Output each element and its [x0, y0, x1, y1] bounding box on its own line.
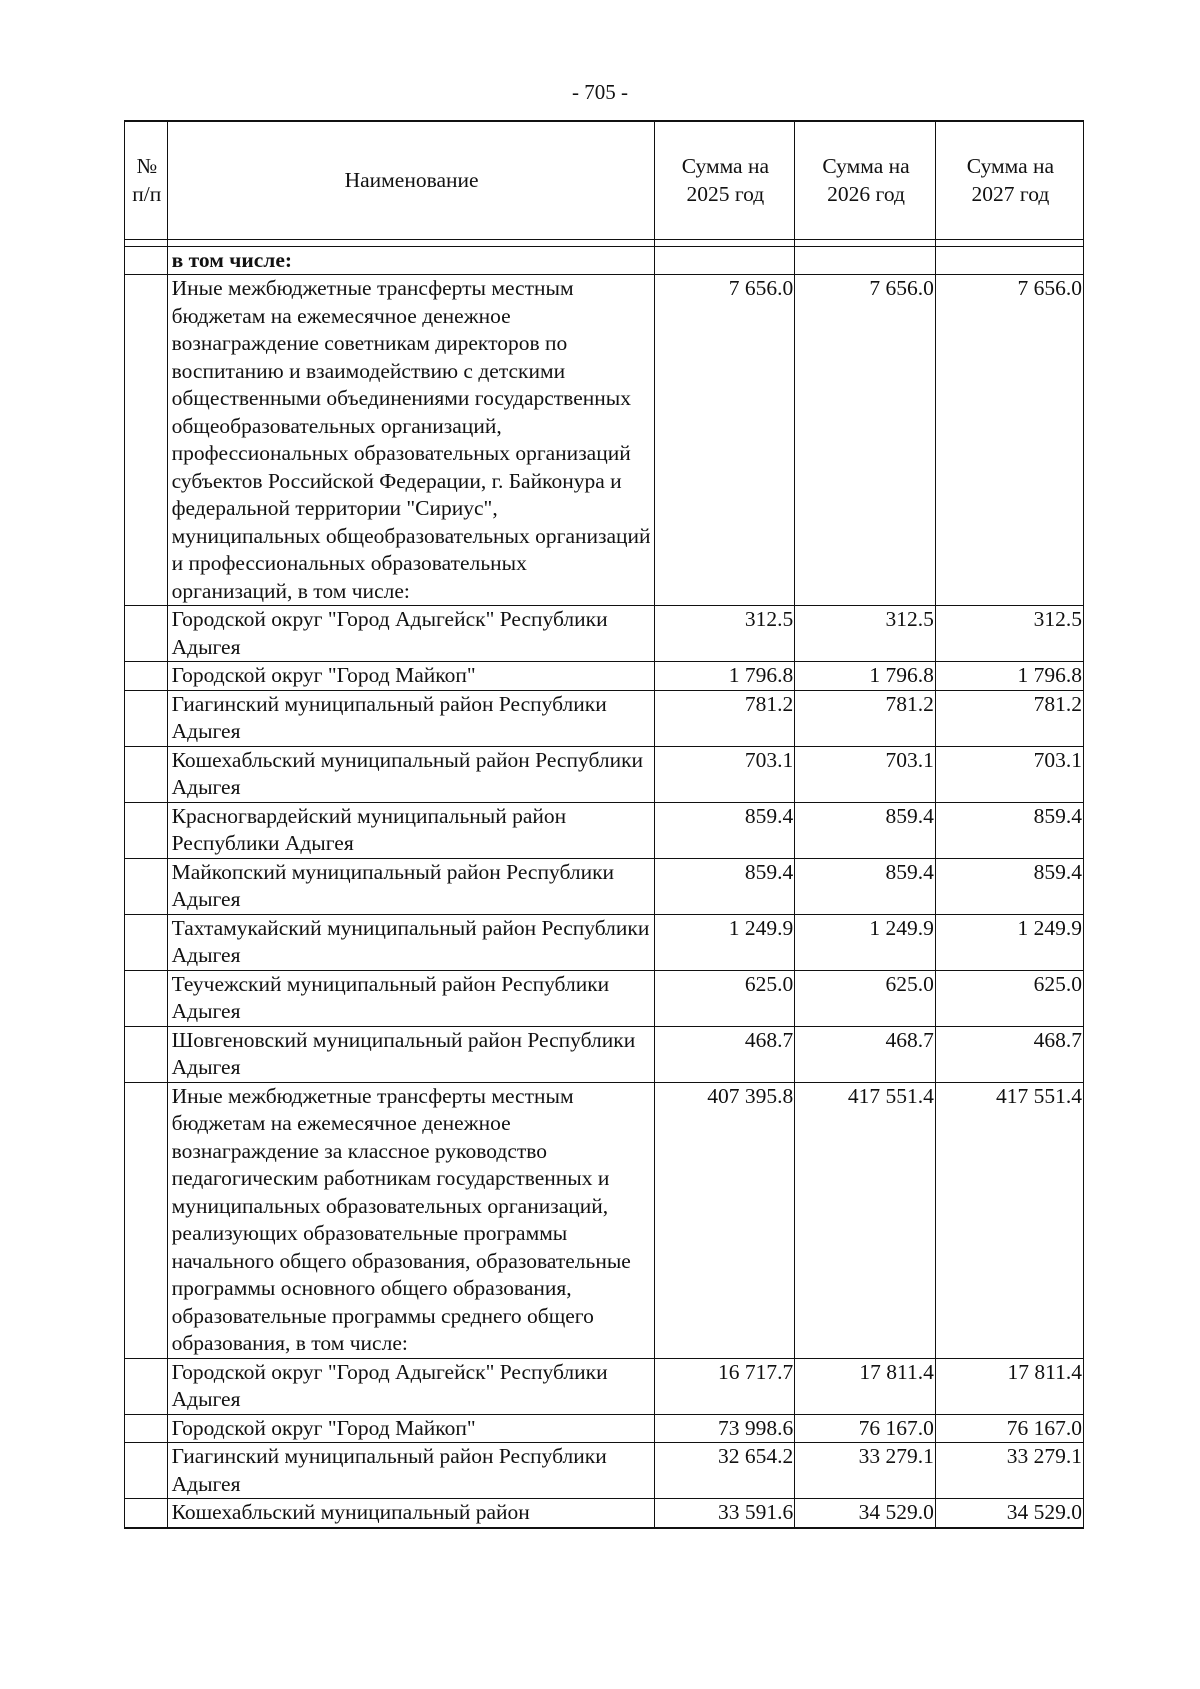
budget-table — [124, 120, 1084, 1529]
row-num-cell — [125, 246, 168, 275]
table-row — [125, 606, 1084, 662]
header-2025: Сумма на 2025 год — [654, 121, 795, 239]
row-value-2026-cell: 781.2 — [795, 690, 936, 746]
table-header-row — [125, 121, 1084, 239]
row-name-cell: Кошехабльский муниципальный район — [167, 1499, 654, 1528]
row-name-cell: Городской округ "Город Адыгейск" Республики Адыгея — [167, 1358, 654, 1414]
row-value-2025-cell: 781.2 — [654, 690, 795, 746]
row-value-2027-cell: 7 656.0 — [935, 275, 1083, 606]
row-name-cell: Гиагинский муниципальный район Республики Адыгея — [167, 1443, 654, 1499]
row-value-2027-cell: 625.0 — [935, 970, 1083, 1026]
row-name-cell: Кошехабльский муниципальный район Республики Адыгея — [167, 746, 654, 802]
row-num-cell — [125, 914, 168, 970]
row-name-cell: Иные межбюджетные трансферты местным бюджетам на ежемесячное денежное вознаграждение за классное руководство педагогическим работникам государственных и муниципальных образовательных организаций, реализующих образовательные программы начального общего образования, образовательные программы основного общего образования, образовательные программы среднего общего образования, в том числе: — [167, 1082, 654, 1358]
row-value-2027-cell: 859.4 — [935, 858, 1083, 914]
table-row — [125, 1443, 1084, 1499]
header-2027: Сумма на 2027 год — [935, 121, 1083, 239]
row-name-cell: Городской округ "Город Майкоп" — [167, 662, 654, 691]
table-row — [125, 858, 1084, 914]
row-value-2027-cell: 703.1 — [935, 746, 1083, 802]
row-num-cell — [125, 746, 168, 802]
spacer-cell — [795, 239, 936, 246]
row-value-2025-cell: 1 249.9 — [654, 914, 795, 970]
table-row — [125, 1414, 1084, 1443]
row-num-cell — [125, 690, 168, 746]
row-value-2026-cell: 17 811.4 — [795, 1358, 936, 1414]
row-value-2026-cell: 1 249.9 — [795, 914, 936, 970]
spacer-cell — [125, 239, 168, 246]
row-value-2025-cell: 407 395.8 — [654, 1082, 795, 1358]
table-row — [125, 802, 1084, 858]
page-number: - 705 - — [572, 80, 628, 104]
row-value-2025-cell: 7 656.0 — [654, 275, 795, 606]
row-num-cell — [125, 1414, 168, 1443]
table-row — [125, 662, 1084, 691]
row-value-2026-cell: 7 656.0 — [795, 275, 936, 606]
header-name: Наименование — [167, 121, 654, 239]
row-name-cell: Городской округ "Город Майкоп" — [167, 1414, 654, 1443]
row-value-2026-cell: 34 529.0 — [795, 1499, 936, 1528]
row-value-2025-cell: 468.7 — [654, 1026, 795, 1082]
table-row — [125, 914, 1084, 970]
row-value-2026-cell: 859.4 — [795, 858, 936, 914]
row-value-2027-cell: 781.2 — [935, 690, 1083, 746]
row-value-2026-cell: 468.7 — [795, 1026, 936, 1082]
table-row — [125, 1026, 1084, 1082]
row-num-cell — [125, 1358, 168, 1414]
row-name-cell: Гиагинский муниципальный район Республики Адыгея — [167, 690, 654, 746]
row-value-2027-cell: 33 279.1 — [935, 1443, 1083, 1499]
row-num-cell — [125, 1026, 168, 1082]
table-row — [125, 275, 1084, 606]
row-value-2025-cell: 33 591.6 — [654, 1499, 795, 1528]
row-value-2026-cell: 1 796.8 — [795, 662, 936, 691]
row-num-cell — [125, 970, 168, 1026]
header-spacer-row — [125, 239, 1084, 246]
table-row — [125, 1082, 1084, 1358]
row-name-cell: Тахтамукайский муниципальный район Республики Адыгея — [167, 914, 654, 970]
row-value-2026-cell: 76 167.0 — [795, 1414, 936, 1443]
row-value-2026-cell: 859.4 — [795, 802, 936, 858]
row-value-2025-cell: 859.4 — [654, 802, 795, 858]
row-num-cell — [125, 606, 168, 662]
row-num-cell — [125, 275, 168, 606]
row-name-cell: Городской округ "Город Адыгейск" Республики Адыгея — [167, 606, 654, 662]
row-value-2026-cell: 312.5 — [795, 606, 936, 662]
table-row — [125, 1499, 1084, 1528]
table-row — [125, 970, 1084, 1026]
row-value-2027-cell: 417 551.4 — [935, 1082, 1083, 1358]
row-value-2027-cell: 17 811.4 — [935, 1358, 1083, 1414]
table-row — [125, 690, 1084, 746]
row-value-2027-cell — [935, 246, 1083, 275]
row-value-2025-cell: 16 717.7 — [654, 1358, 795, 1414]
row-num-cell — [125, 1443, 168, 1499]
row-value-2025-cell: 859.4 — [654, 858, 795, 914]
table-row — [125, 246, 1084, 275]
row-value-2026-cell: 703.1 — [795, 746, 936, 802]
row-value-2027-cell: 859.4 — [935, 802, 1083, 858]
row-num-cell — [125, 802, 168, 858]
row-value-2027-cell: 1 796.8 — [935, 662, 1083, 691]
row-name-cell: Красногвардейский муниципальный район Республики Адыгея — [167, 802, 654, 858]
row-value-2025-cell: 1 796.8 — [654, 662, 795, 691]
row-value-2026-cell: 625.0 — [795, 970, 936, 1026]
spacer-cell — [935, 239, 1083, 246]
spacer-cell — [654, 239, 795, 246]
row-name-cell: в том числе: — [167, 246, 654, 275]
row-value-2027-cell: 76 167.0 — [935, 1414, 1083, 1443]
row-num-cell — [125, 858, 168, 914]
row-name-cell: Теучежский муниципальный район Республики Адыгея — [167, 970, 654, 1026]
row-value-2026-cell: 33 279.1 — [795, 1443, 936, 1499]
table-row — [125, 746, 1084, 802]
spacer-cell — [167, 239, 654, 246]
row-num-cell — [125, 1499, 168, 1528]
row-value-2026-cell: 417 551.4 — [795, 1082, 936, 1358]
row-value-2025-cell: 703.1 — [654, 746, 795, 802]
header-num: № п/п — [125, 121, 168, 239]
row-name-cell: Иные межбюджетные трансферты местным бюджетам на ежемесячное денежное вознаграждение советникам директоров по воспитанию и взаимодействию с детскими общественными объединениями государственных общеобразовательных организаций, профессиональных образовательных организаций субъектов Российской Федерации, г. Байконура и федеральной территории "Сириус", муниципальных общеобразовательных организаций и профессиональных образовательных организаций, в том числе: — [167, 275, 654, 606]
row-value-2025-cell: 312.5 — [654, 606, 795, 662]
table-body — [125, 246, 1084, 1528]
row-value-2025-cell: 32 654.2 — [654, 1443, 795, 1499]
row-num-cell — [125, 662, 168, 691]
row-value-2025-cell: 73 998.6 — [654, 1414, 795, 1443]
row-value-2025-cell — [654, 246, 795, 275]
row-value-2025-cell: 625.0 — [654, 970, 795, 1026]
row-value-2027-cell: 34 529.0 — [935, 1499, 1083, 1528]
row-name-cell: Шовгеновский муниципальный район Республики Адыгея — [167, 1026, 654, 1082]
row-num-cell — [125, 1082, 168, 1358]
row-name-cell: Майкопский муниципальный район Республики Адыгея — [167, 858, 654, 914]
row-value-2026-cell — [795, 246, 936, 275]
table-row — [125, 1358, 1084, 1414]
row-value-2027-cell: 312.5 — [935, 606, 1083, 662]
row-value-2027-cell: 468.7 — [935, 1026, 1083, 1082]
header-2026: Сумма на 2026 год — [795, 121, 936, 239]
row-value-2027-cell: 1 249.9 — [935, 914, 1083, 970]
